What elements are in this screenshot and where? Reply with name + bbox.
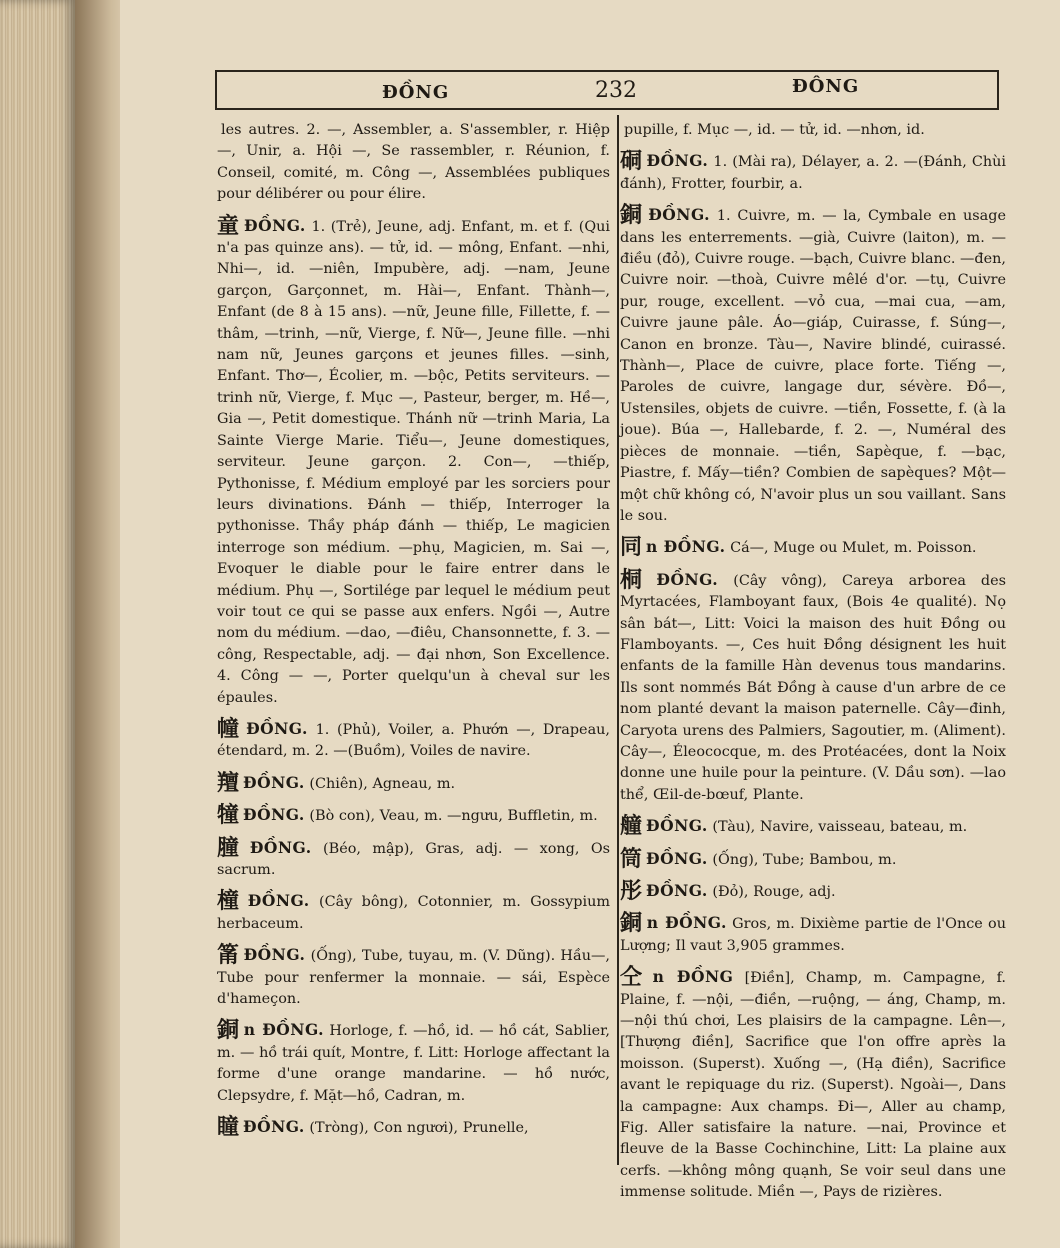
entry-headword: ĐỒNG. xyxy=(249,837,312,857)
entry-text: [Điền], Champ, m. Campagne, f. Plaine, f. —nội, —điền, —ruộng, — áng, Champ, m. —nội thú chơi, Les plaisirs de la campagne. Lên—, [Thượng điền], Sacrifice que l'on offre après la moisson. (Superst). Xuống —, (Hạ điền), Sacrifice avant le repiquage du riz. (Superst). Ngoài—, Dans la campagne: Aux champs. Đi—, Aller au champ, Fig. Aller satisfaire la nature. —nai, Province et fleuve de la Basse Cochinchine, Litt: La plaine aux cerfs. —không mông quạnh, Se voir seul dans une immense solitude. Miền —, Pays de rizières. xyxy=(620,970,1006,1201)
entry-text: (Béo, mập), Gras, adj. — xong, Os sacrum. xyxy=(217,840,610,878)
entry xyxy=(620,880,1006,903)
entry-headword: ĐỒNG. xyxy=(243,772,305,792)
header-left-word: ĐỒNG xyxy=(382,82,450,103)
entry-hanzi: 桐 xyxy=(620,566,653,593)
entry-text: (Cây bông), Cotonnier, m. Gossypium herbaceum. xyxy=(217,894,610,932)
entry-headword: ĐỒNG. xyxy=(646,151,709,171)
entry xyxy=(620,912,1006,957)
entry-hanzi: 筒 xyxy=(620,845,643,872)
running-header xyxy=(215,70,999,110)
entry-headword: ĐỒNG. xyxy=(656,569,719,589)
entry-hanzi: 筩 xyxy=(217,942,240,969)
entry-text: (Chiên), Agneau, m. xyxy=(309,775,456,792)
entry-text: les autres. 2. —, Assembler, a. S'assembler, r. Hiệp —, Unir, a. Hội —, Se rassembler, r. Réunion, f. Conseil, comité, m. Công —, Assemblées publiques pour délibérer ou pour élire. xyxy=(217,122,610,203)
header-right-word: ĐÔNG xyxy=(792,76,860,97)
entry-text: (Tàu), Navire, vaisseau, bateau, m. xyxy=(712,819,968,836)
entry xyxy=(217,944,610,1010)
column-divider xyxy=(617,115,619,1165)
entry-hanzi: 仝 xyxy=(620,964,649,991)
page-number: 232 xyxy=(595,78,637,103)
entry-text: pupille, f. Mục —, id. — tử, id. —nhơn, id. xyxy=(624,122,925,138)
entry-text: 1. (Phủ), Voiler, a. Phướn —, Drapeau, étendard, m. 2. —(Buồm), Voiles de navire. xyxy=(217,721,610,760)
entry-text: (Cây vông), Careya arborea des Myrtacées, Flamboyant faux, (Bois 4e qualité). Nọ sân bát—, Litt: Voici la maison des huit Đồng ou Flamboyants. —, Ces huit Đồng désignent les huit enfants de la famille Hàn devenus tous mandarins. Ils sont nommés Bát Đồng à cause d'un arbre de ce nom planté devant la maison paternelle. Cây—đinh, Caryota urens des Palmiers, Sagoutier, m. (Aliment). Cây—, Éleococque, m. des Protéacées, dont la Noix donne une huile pour la peinture. (V. Dầu sơn). —lao thể, Œil-de-bœuf, Plante. xyxy=(620,572,1006,803)
entry-headword: n ĐỒNG. xyxy=(646,913,727,933)
entry-hanzi: 童 xyxy=(217,212,241,239)
entry-hanzi: 銅 xyxy=(620,910,643,937)
entry-hanzi: 膧 xyxy=(217,834,246,861)
entry xyxy=(620,966,1006,1203)
entry-text: 1. Cuivre, m. — la, Cymbale en usage dans les enterrements. —già, Cuivre (laiton), m. — điều (đỏ), Cuivre rouge. —bạch, Cuivre blanc. —đen, Cuivre noir. —thoà, Cuivre mêlé d'or. —tụ, Cuivre pur, rouge, excellent. —vỏ cua, —mai cua, —am, Cuivre jaune pâle. Áo—giáp, Cuirasse, f. Súng—, Canon en bronze. Tàu—, Navire blindé, cuirassé. Thành—, Place de cuivre, place forte. Tiếng —, Paroles de cuivre, langage dur, sévère. Đồ—, Ustensiles, objets de cuivre. —tiền, Fossette, f. (à la joue). Búa —, Hallebarde, f. 2. —, Numéral des pièces de monnaie. —tiền, Sapèque, f. —bạc, Piastre, f. Mấy—tiền? Combien de sapèques? Một—một chữ không có, N'avoir plus un sou vaillant. Sans le sou. xyxy=(620,208,1006,524)
entry-text: Horloge, f. —hồ, id. — hồ cát, Sablier, m. — hồ trái quít, Montre, f. Litt: Horloge affectant la forme d'une orange mandarine. — hồ nước, Clepsydre, f. Mặt—hồ, Cadran, m. xyxy=(217,1023,611,1104)
entry-text: (Ống), Tube; Bambou, m. xyxy=(712,851,897,868)
entry xyxy=(217,118,610,206)
entry-hanzi: 銅 xyxy=(217,1017,240,1044)
entry xyxy=(217,834,610,882)
entry-headword: n ĐỒNG xyxy=(652,967,734,987)
right-column xyxy=(620,118,1006,1213)
entry-headword: ĐỒNG. xyxy=(646,881,708,900)
entry-headword: ĐỒNG. xyxy=(243,1117,305,1137)
entry-text: Gros, m. Dixième partie de l'Once ou Lượng; Il vaut 3,905 grammes. xyxy=(620,916,1006,954)
entry-headword: n ĐỒNG. xyxy=(243,1020,325,1040)
entry-hanzi: 銅 xyxy=(620,202,645,229)
entry-hanzi: 同 xyxy=(620,534,643,561)
entry-headword: ĐỒNG. xyxy=(244,215,306,235)
entry-headword: ĐỒNG. xyxy=(646,848,708,868)
entry-headword: ĐỒNG. xyxy=(247,891,310,911)
entry-text: (Đỏ), Rouge, adj. xyxy=(712,884,836,900)
entry-hanzi: 瞳 xyxy=(217,1114,240,1141)
entry-headword: ĐỒNG. xyxy=(646,816,708,836)
entry xyxy=(217,769,610,796)
entry xyxy=(620,118,1006,141)
entry xyxy=(620,815,1006,838)
entry-headword: ĐỒNG. xyxy=(648,205,711,225)
entry-headword: ĐỒNG. xyxy=(243,945,306,965)
entry xyxy=(217,804,610,827)
entry-text: (Ống), Tube, tuyau, m. (V. Dũng). Hầu—, Tube pour renfermer la monnaie. — sái, Espèce d'hameçon. xyxy=(217,948,610,1008)
entry xyxy=(620,566,1006,806)
entry-text: (Tròng), Con ngươi), Prunelle, xyxy=(309,1120,529,1137)
entry xyxy=(217,1019,610,1107)
book-page-edges xyxy=(0,0,75,1248)
entry-text: 1. (Trẻ), Jeune, adj. Enfant, m. et f. (Qui n'a pas quinze ans). — tử, id. — mông, Enfant. —nhi, Nhi—, id. —niên, Impubère, adj. —nam, Jeune garçon, Garçonnet, m. Hài—, Enfant. Thành—, Enfant (de 8 à 15 ans). —nữ, Jeune fille, Fillette, f. —thâm, —trinh, —nữ, Vierge, f. Nữ—, Jeune fille. —nhi nam nữ, Jeunes garçons et jeunes filles. —sinh, Enfant. Thơ—, Écolier, m. —bộc, Petits serviteurs. —trinh nữ, Vierge, f. Mục —, Pasteur, berger, m. Hề—, Gia —, Petit domestique. Thánh nữ —trinh Maria, La Sainte Vierge Marie. Tiểu—, Jeune domestiques, serviteur. Jeune garçon. 2. Con—, —thiếp, Pythonisse, f. Médium employé par les sorciers pour leurs divinations. Đánh — thiếp, Interroger la pythonisse. Thầy pháp đánh — thiếp, Le magicien interroge son médium. —phụ, Magicien, m. Sai —, Evoquer le diable pour le faire entrer dans le médium. Phụ —, Sortilége par lequel le médium peut voir tout ce qui se passe aux enfers. Ngồi —, Autre nom du médium. —dao, —điêu, Chansonnette, f. 3. — công, Respectable, adj. — đại nhơn, Son Excellence. 4. Công — —, Porter quelqu'un à cheval sur les épaules. xyxy=(217,218,610,706)
entry-text: Cá—, Muge ou Mulet, m. Poisson. xyxy=(730,540,977,557)
entry-hanzi: 艟 xyxy=(620,813,643,840)
left-column xyxy=(217,118,610,1148)
entry xyxy=(217,1116,610,1139)
entry-text: (Bò con), Veau, m. —ngưu, Buffletin, m. xyxy=(309,808,598,825)
entry xyxy=(217,715,610,763)
entry-hanzi: 羶 xyxy=(217,769,240,796)
entry-hanzi: 犝 xyxy=(217,802,240,829)
entry xyxy=(620,845,1006,872)
entry-hanzi: 彤 xyxy=(620,878,643,904)
entry-hanzi: 幢 xyxy=(217,715,243,742)
entry-hanzi: 橦 xyxy=(217,888,244,915)
entry xyxy=(217,890,610,935)
entry xyxy=(620,204,1006,527)
dictionary-page xyxy=(120,0,1060,1248)
entry-headword: ĐỒNG. xyxy=(243,805,305,825)
entry-text: 1. (Mài ra), Délayer, a. 2. —(Đánh, Chùi đánh), Frotter, fourbir, a. xyxy=(620,154,1006,192)
entry-headword: n ĐỒNG. xyxy=(646,537,726,557)
entry xyxy=(620,150,1006,195)
entry-hanzi: 硐 xyxy=(620,148,643,175)
entry-headword: ĐỒNG. xyxy=(246,718,308,738)
entry xyxy=(620,536,1006,559)
entry xyxy=(217,212,610,709)
